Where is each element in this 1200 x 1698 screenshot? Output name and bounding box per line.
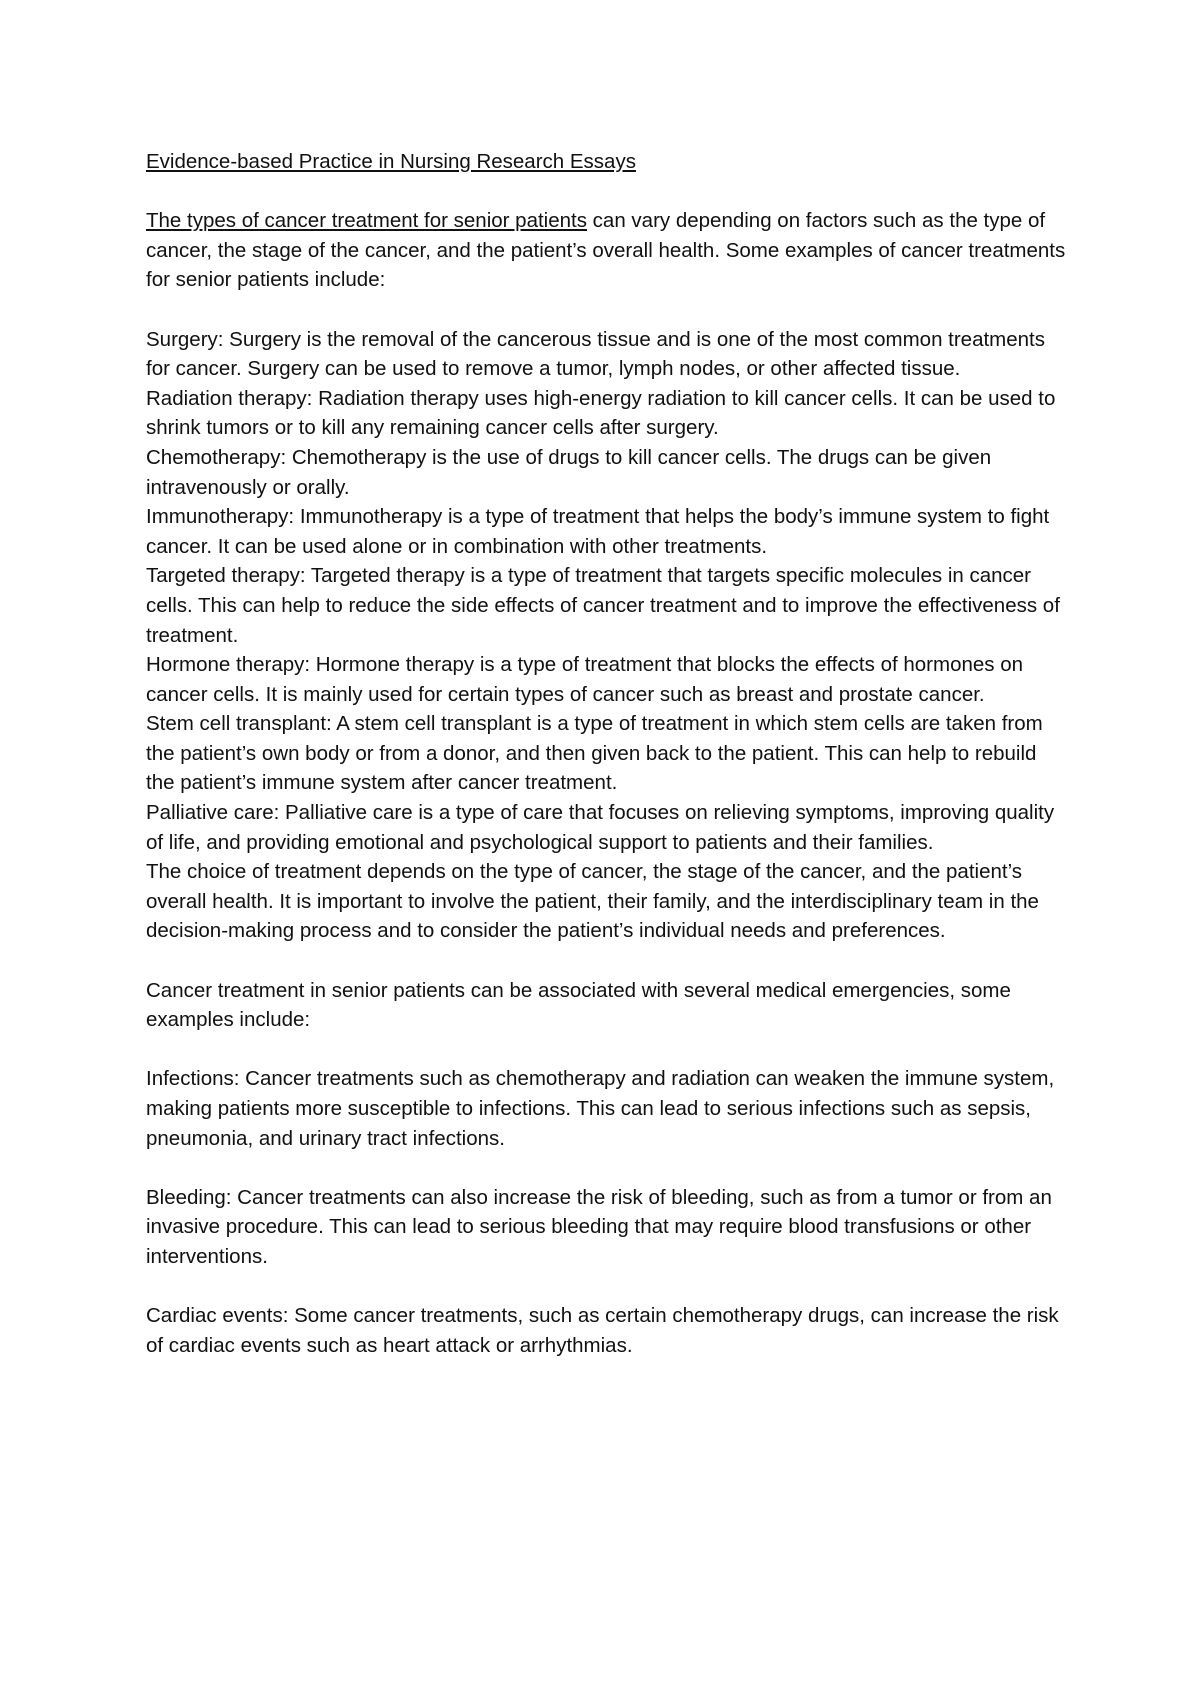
emergency-infections: Infections: Cancer treatments such as chemotherapy and radiation can weaken the immune system, making patients more susceptible to infections. This can lead to serious infections such as sepsis, pneumonia, and urinary tract infections.: [146, 1067, 1055, 1150]
spacer: [146, 1153, 1066, 1183]
treatment-targeted-therapy: Targeted therapy: Targeted therapy is a type of treatment that targets specific molecules in cancer cells. This can help to reduce the side effects of cancer treatment and to improve the effectiveness of treatment.: [146, 564, 1060, 647]
spacer: [146, 1272, 1066, 1302]
emergency-cardiac-events: Cardiac events: Some cancer treatments, such as certain chemotherapy drugs, can increase the risk of cardiac events such as heart attack or arrhythmias.: [146, 1304, 1059, 1357]
spacer: [146, 295, 1066, 325]
emergencies-intro: Cancer treatment in senior patients can be associated with several medical emergencies, some examples include:: [146, 978, 1011, 1032]
emergency-bleeding: Bleeding: Cancer treatments can also increase the risk of bleeding, such as from a tumor or from an invasive procedure. This can lead to serious bleeding that may require blood transfusions or other interventions.: [146, 1185, 1052, 1268]
treatment-radiation-therapy: Radiation therapy: Radiation therapy uses high-energy radiation to kill cancer cells. It can be used to shrink tumors or to kill any remaining cancer cells after surgery.: [146, 386, 1056, 440]
spacer: [146, 1035, 1066, 1065]
treatment-hormone-therapy: Hormone therapy: Hormone therapy is a type of treatment that blocks the effects of hormones on cancer cells. It is mainly used for certain types of cancer such as breast and prostate cancer.: [146, 653, 1024, 706]
treatment-immunotherapy: Immunotherapy: Immunotherapy is a type of treatment that helps the body’s immune system to fight cancer. It can be used alone or in combination with other treatments.: [146, 505, 1050, 558]
treatment-stem-cell-transplant: Stem cell transplant: A stem cell transplant is a type of treatment in which stem cells are taken from the patient’s own body or from a donor, and then given back to the patient. This can help to rebuild the patient’s immune system after cancer treatment.: [146, 712, 1043, 795]
treatment-choice-paragraph: The choice of treatment depends on the type of cancer, the stage of the cancer, and the patient’s overall health. It is important to involve the patient, their family, and the interdisciplinary team in the decision-making process and to consider the patient’s individual needs and preferences.: [146, 860, 1039, 943]
document-body: [146, 147, 1066, 1360]
spacer: [146, 177, 1066, 207]
intro-text: can vary depending on factors such as the type of cancer, the stage of the cancer, and the patient’s overall health. Some examples of cancer treatments for senior patients include:: [146, 209, 1066, 292]
intro-link[interactable]: The types of cancer treatment for senior patients: [146, 209, 587, 233]
treatment-chemotherapy: Chemotherapy: Chemotherapy is the use of drugs to kill cancer cells. The drugs can be given intravenously or orally.: [146, 445, 992, 499]
intro-paragraph: [146, 206, 1066, 295]
spacer: [146, 946, 1066, 976]
treatment-palliative-care: Palliative care: Palliative care is a type of care that focuses on relieving symptoms, improving quality of life, and providing emotional and psychological support to patients and their families.: [146, 801, 1055, 854]
treatment-surgery: Surgery: Surgery is the removal of the cancerous tissue and is one of the most common treatments for cancer. Surgery can be used to remove a tumor, lymph nodes, or other affected tissue.: [146, 327, 1046, 381]
document-title: Evidence-based Practice in Nursing Research Essays: [146, 150, 636, 173]
